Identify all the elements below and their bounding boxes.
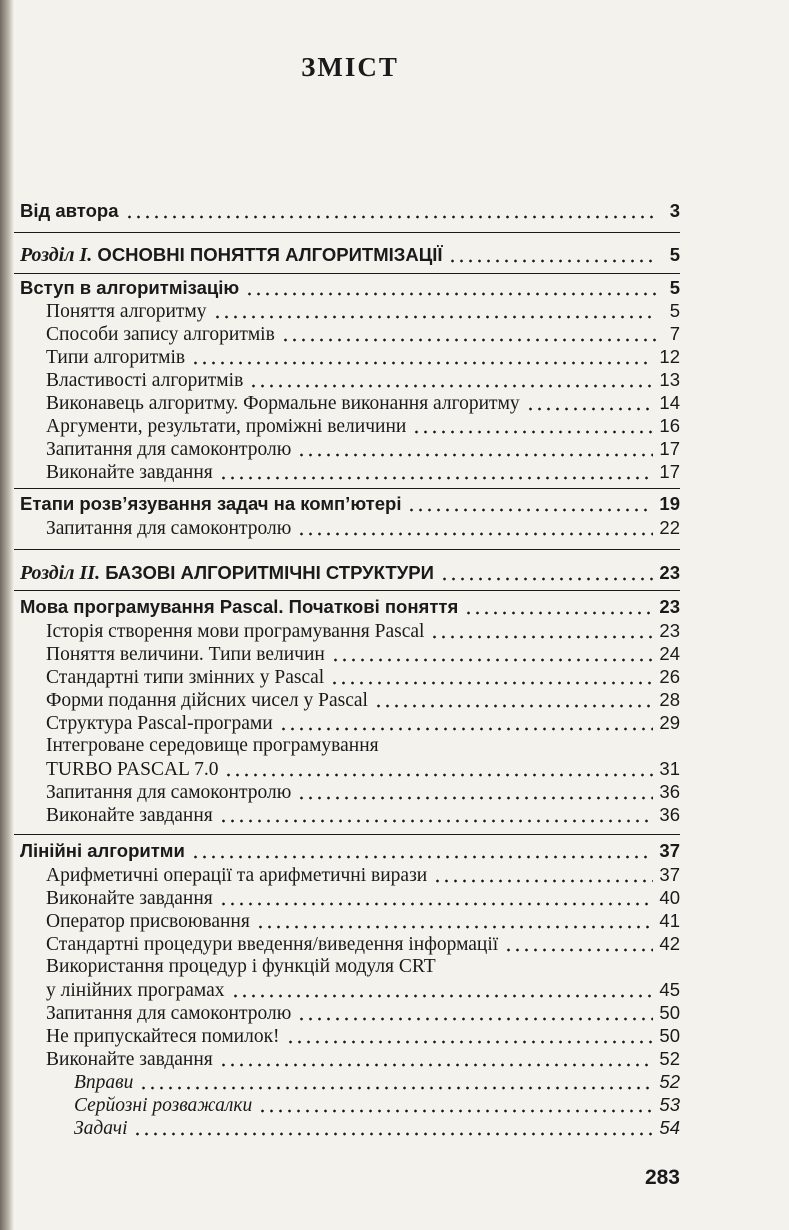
leader-dots [279,727,654,731]
toc-entry-page: 26 [659,666,680,687]
leader-dots [219,902,654,906]
toc-entry-page: 52 [659,1048,680,1069]
toc-entry-label: Запитання для самоконтролю [46,439,292,460]
toc-entry-page: 52 [659,1071,680,1092]
toc-entry-page: 22 [659,517,680,538]
toc-entry-page: 31 [659,758,680,779]
toc-entry-label: Задачі [74,1118,128,1139]
toc-entry-label: Серйозні розважалки [74,1095,253,1116]
section-divider [14,488,680,489]
toc-entry-label: у лінійних програмах [46,980,225,1001]
section-divider [14,549,680,550]
toc-entry-page: 37 [659,864,680,885]
toc-entry-label: Виконавець алгоритму. Формальне виконання алгоритму [46,393,520,414]
leader-dots [440,577,654,581]
toc-entry-page: 28 [659,689,680,710]
toc-entry-page: 29 [659,712,680,733]
leader-dots [191,361,653,365]
toc-entry[interactable] [20,198,680,224]
toc-entry-page: 7 [669,323,680,344]
leader-dots [125,215,656,219]
toc-entry-label: Лінійні алгоритми [20,840,185,861]
toc-entry-page: 13 [659,369,680,390]
toc-entry-label: Виконайте завдання [46,1049,213,1070]
toc-entry-label: Структура Pascal-програми [46,713,273,734]
leader-dots [448,259,656,263]
toc-entry-page: 14 [659,392,680,413]
leader-dots [139,1086,653,1090]
toc-entry-label: Виконайте завдання [46,805,213,826]
toc-entry-label: Поняття алгоритму [46,301,207,322]
toc-entry-page: 17 [659,461,680,482]
leader-dots [281,338,656,342]
leader-dots [213,315,657,319]
toc-entry-label: Етапи розв’язування задач на комп’ютері [20,493,402,514]
leader-dots [286,1040,654,1044]
toc-entry-label: Властивості алгоритмів [46,370,244,391]
toc-entry-page: 40 [659,887,680,908]
section-divider [14,834,680,835]
toc-entry-label-line1: Використання процедур і функцій модуля CRT [46,956,436,977]
toc-entry-label: Поняття величини. Типи величин [46,644,325,665]
toc-entry[interactable] [20,515,680,541]
toc-entry-label: Вправи [74,1072,134,1093]
leader-dots [297,796,653,800]
leader-dots [433,879,653,883]
leader-dots [504,948,653,952]
toc-entry-label: Запитання для самоконтролю [46,518,292,539]
leader-dots [245,292,656,296]
part-prefix: Розділ ІІ. [20,562,101,584]
toc-entry-label: Аргументи, результати, проміжні величини [46,416,407,437]
toc-entry-page: 19 [659,493,680,514]
leader-dots [526,407,654,411]
toc-entry-page: 16 [659,415,680,436]
leader-dots [249,384,653,388]
toc-entry-page: 17 [659,438,680,459]
toc-entry-label: Стандартні типи змінних у Pascal [46,667,325,688]
leader-dots [330,681,653,685]
toc-entry-page: 23 [659,596,680,617]
toc-entry-label: Запитання для самоконтролю [46,782,292,803]
leader-dots [407,508,653,512]
leader-dots [464,611,653,615]
section-divider [14,273,680,274]
toc-entry-label: Запитання для самоконтролю [46,1003,292,1024]
leader-dots [191,855,654,859]
toc-entry-page: 5 [669,244,680,265]
toc-entry-page: 12 [659,346,680,367]
toc-entry-label: Виконайте завдання [46,462,213,483]
leader-dots [374,704,653,708]
toc-entry-page: 45 [659,979,680,1000]
toc-part-heading[interactable] [20,560,680,586]
toc-entry-label: Історія створення мови програмування Pascal [46,621,425,642]
leader-dots [219,819,654,823]
section-divider [14,590,680,591]
toc-entry-page: 3 [669,200,680,221]
toc-entry-label-line1: Інтегроване середовище програмування [46,735,379,756]
toc-entry[interactable] [20,838,680,864]
page-title: ЗМІСТ [301,52,399,82]
part-title: ОСНОВНІ ПОНЯТТЯ АЛГОРИТМІЗАЦІЇ [92,244,443,265]
leader-dots [331,658,654,662]
toc-entry-label: Оператор присвоювання [46,911,250,932]
toc-entry-label: Мова програмування Pascal. Початкові поняття [20,596,459,617]
toc-entry-label: Не припускайтеся помилок! [46,1026,280,1047]
section-divider [14,232,680,233]
toc-entry-label: Виконайте завдання [46,888,213,909]
toc-entry-page: 36 [659,781,680,802]
leader-dots [231,994,654,998]
toc-entry-label: Вступ в алгоритмізацію [20,277,240,298]
leader-dots [133,1132,653,1136]
leader-dots [297,1017,653,1021]
toc-entry-page: 50 [659,1002,680,1023]
toc-entry[interactable] [20,594,680,620]
leader-dots [297,532,653,536]
leader-dots [297,453,653,457]
toc-entry-page: 5 [669,300,680,321]
part-prefix: Розділ І. [20,244,93,266]
toc-entry-page: 50 [659,1025,680,1046]
toc-entry-label: Способи запису алгоритмів [46,324,275,345]
toc-entry-page: 41 [659,910,680,931]
page-number: 283 [644,1166,680,1189]
toc-entry-page: 53 [659,1094,680,1115]
toc-part-heading[interactable] [20,242,680,268]
toc-entry-page: 23 [659,620,680,641]
toc-entry[interactable] [20,491,680,517]
toc-entry-label: Стандартні процедури введення/виведення інформації [46,934,499,955]
leader-dots [256,925,654,929]
toc-entry-page: 42 [659,933,680,954]
toc-entry-page: 36 [659,804,680,825]
toc-entry[interactable] [20,1115,680,1141]
toc-entry-page: 54 [659,1117,680,1138]
toc-entry-page: 5 [669,277,680,298]
toc-entry-page: 24 [659,643,680,664]
leader-dots [430,635,653,639]
toc-entry-label: TURBO PASCAL 7.0 [46,759,219,780]
leader-dots [258,1109,653,1113]
toc-entry-label: Від автора [20,200,119,221]
leader-dots [219,1063,654,1067]
toc-entry-page: 37 [659,840,680,861]
toc-entry-label: Форми подання дійсних чисел у Pascal [46,690,368,711]
leader-dots [412,430,653,434]
toc-entry[interactable] [20,459,680,485]
toc-entry-label: Арифметичні операції та арифметичні вирази [46,865,428,886]
leader-dots [224,773,653,777]
leader-dots [219,476,654,480]
part-title: БАЗОВІ АЛГОРИТМІЧНІ СТРУКТУРИ [100,562,434,583]
toc-entry[interactable] [20,802,680,828]
toc-entry-label: Типи алгоритмів [46,347,186,368]
toc-entry-page: 23 [659,562,680,583]
